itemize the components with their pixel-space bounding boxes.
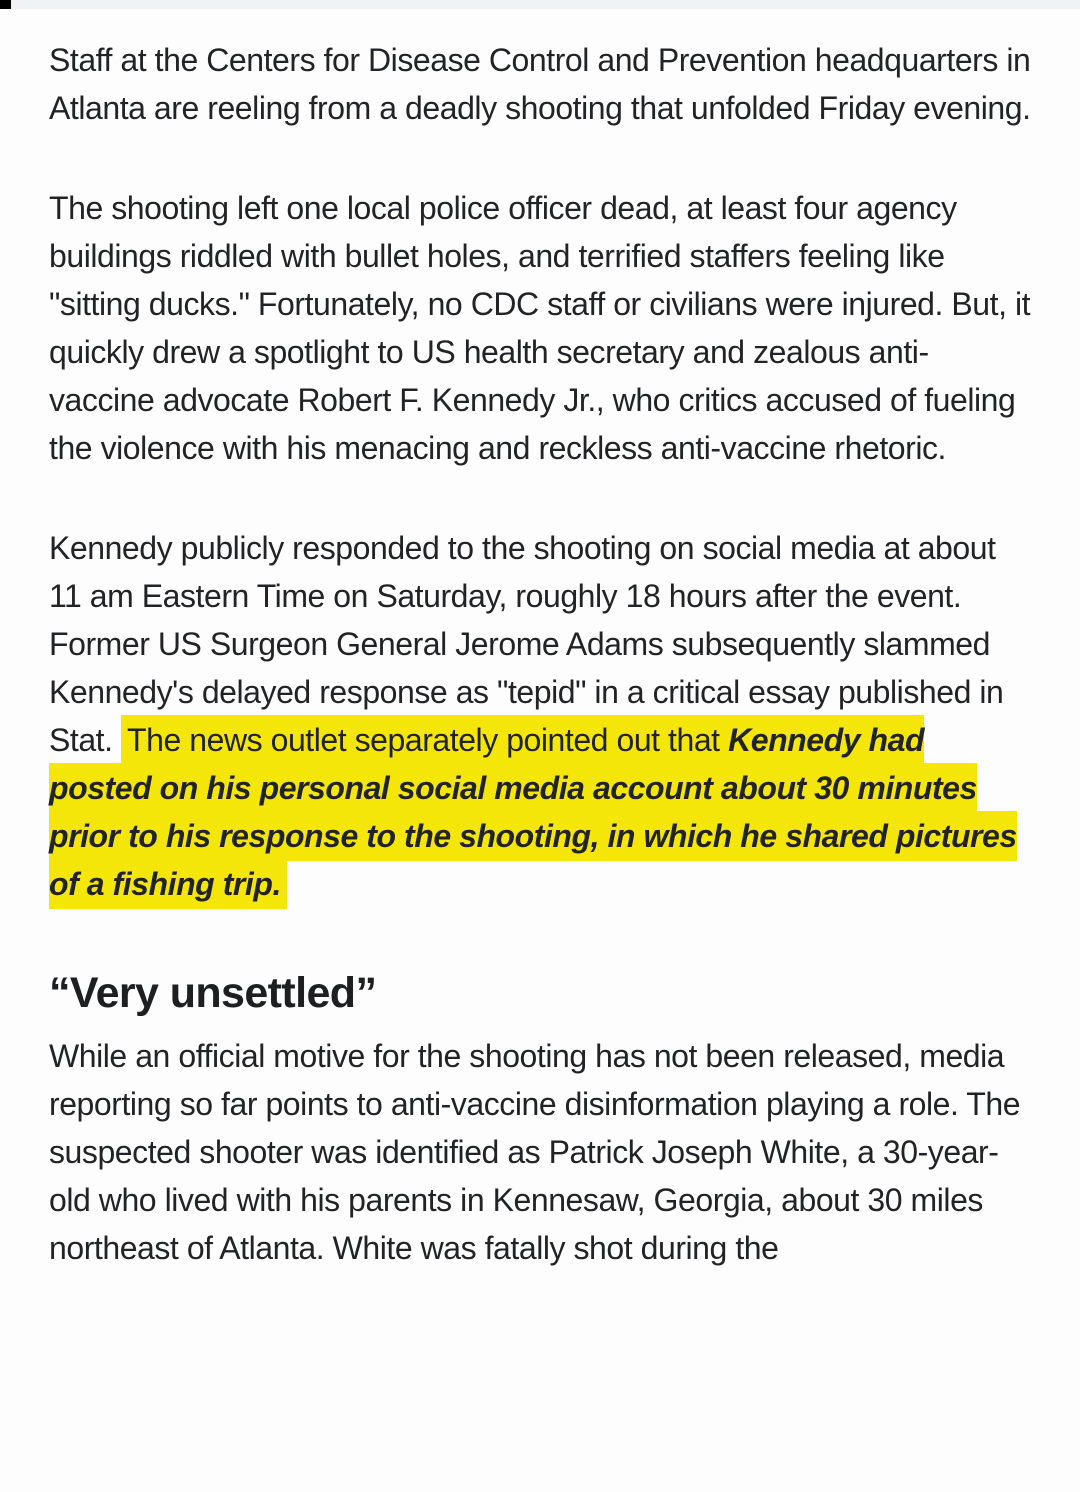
article-paragraph: Kennedy publicly responded to the shooting on social media at about 11 am Eastern Time on Saturday, roughly 18 hours after the event. Former US Surgeon General Jerome Adams subsequently slammed Kennedy's delayed response as "tepid" in a critical essay published in Stat. The news outlet separately pointed out that Kennedy had posted on his personal social media account about 30 minutes prior to his response to the shooting, in which he shared pictures of a fishing trip. [49, 524, 1034, 908]
highlighted-text: The news outlet separately pointed out that Kennedy had posted on his personal social media account about 30 minutes prior to his response to the shooting, in which he shared pictures of a fishing trip. [49, 715, 1017, 909]
section-heading: “Very unsettled” [49, 969, 377, 1017]
article-paragraph: While an official motive for the shooting has not been released, media reporting so far points to anti-vaccine disinformation playing a role. The suspected shooter was identified as Patrick Joseph White, a 30-year-old who lived with his parents in Kennesaw, Georgia, about 30 miles northeast of Atlanta. White was fatally shot during the [49, 1038, 1021, 1266]
bold-italic-text: Kennedy had posted on his personal social media account about 30 minutes prior to his response to the shooting, in which he shared pictures of a fishing trip. [49, 722, 1017, 902]
article-paragraph: The shooting left one local police officer dead, at least four agency buildings riddled with bullet holes, and terrified staffers feeling like "sitting ducks." Fortunately, no CDC staff or civilians were injured. But, it quickly drew a spotlight to US health secretary and zealous anti-vaccine advocate Robert F. Kennedy Jr., who critics accused of fueling the violence with his menacing and reckless anti-vaccine rhetoric. [49, 190, 1031, 466]
article-paragraph: Staff at the Centers for Disease Control and Prevention headquarters in Atlanta are reeling from a deadly shooting that unfolded Friday evening. [49, 42, 1031, 126]
